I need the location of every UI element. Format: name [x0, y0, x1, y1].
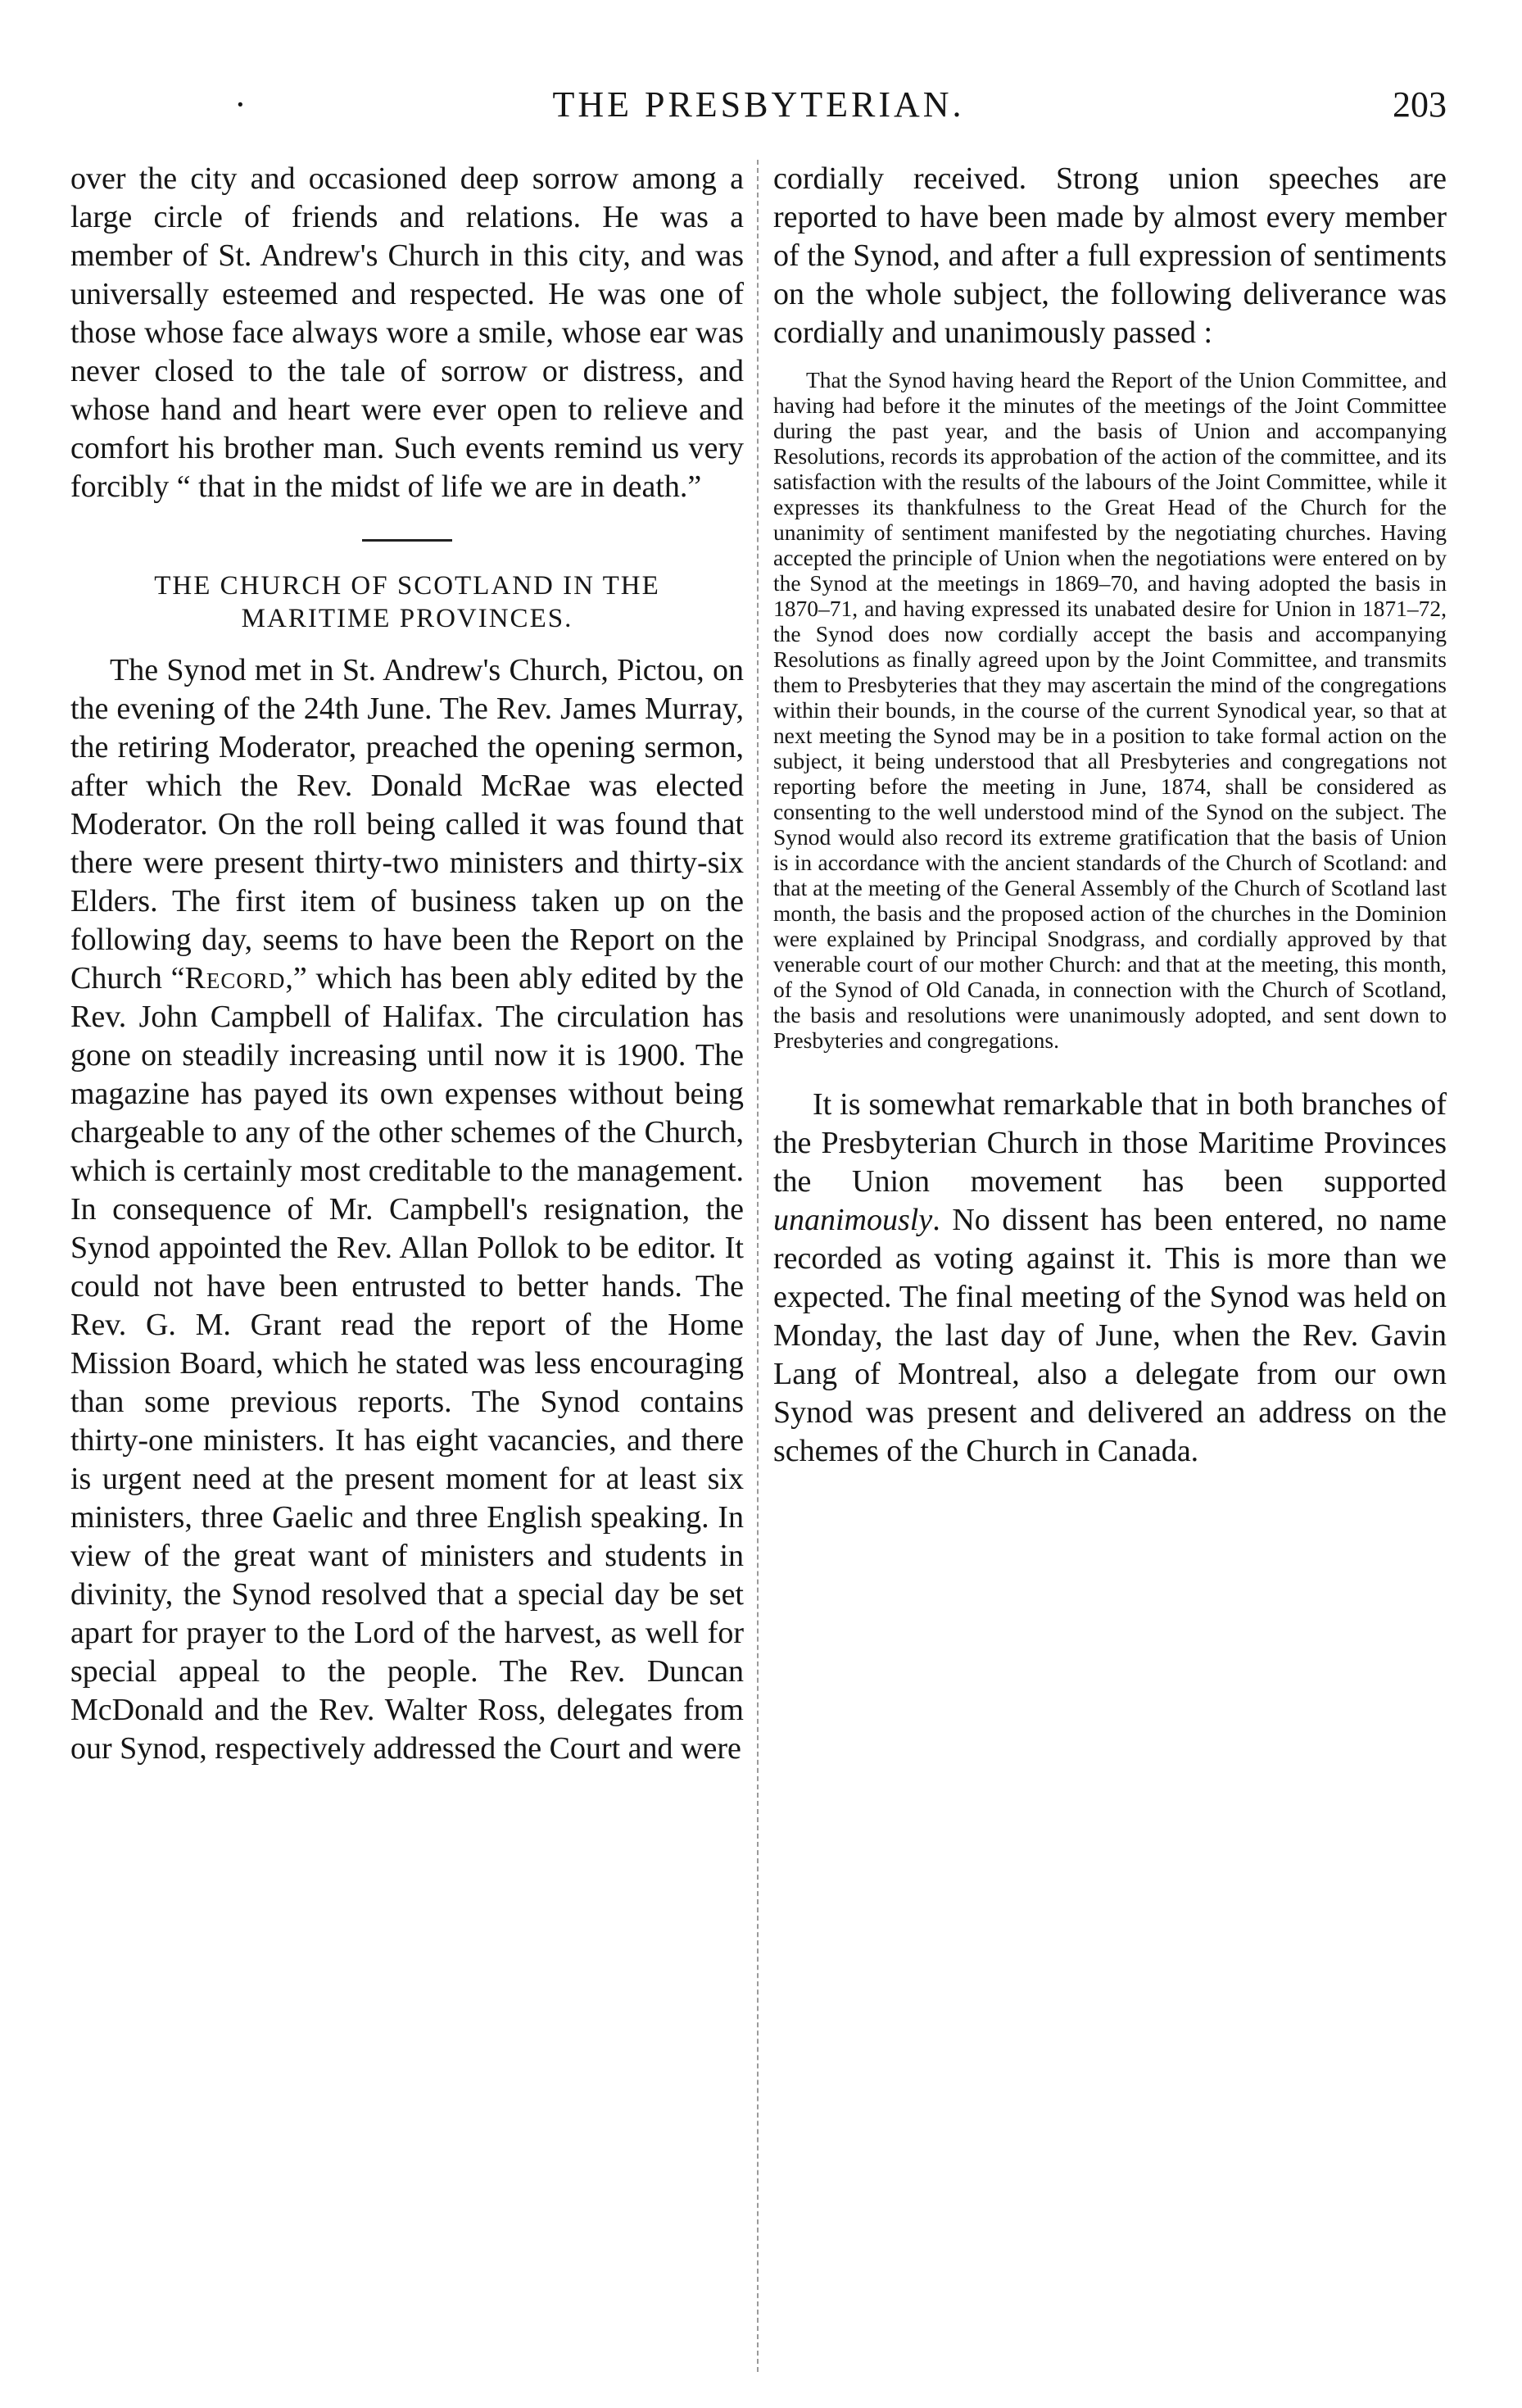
section-heading-line-1: THE CHURCH OF SCOTLAND IN THE	[154, 571, 660, 601]
union-speeches-paragraph: cordially received. Strong union speeches are reported to have been made by almost every member of the Synod, and after a full expression of sentiments on the whole subject, the following deliverance was cordially and unanimously passed :	[773, 161, 1447, 350]
header-dot: ·	[234, 84, 247, 125]
right-column	[773, 160, 1447, 2372]
closing-paragraph	[773, 1086, 1447, 1471]
column-divider	[757, 160, 759, 2372]
magazine-page	[70, 82, 1447, 2384]
section-heading-line-2: MARITIME PROVINCES.	[241, 604, 573, 633]
left-column	[70, 160, 744, 2372]
section-rule	[362, 539, 452, 542]
paragraph-gap	[773, 1053, 1447, 1086]
running-head	[70, 82, 1447, 139]
obituary-continuation: over the city and occasioned deep sorrow among a large circle of friends and relations. He was a member of St. Andrew's Church in this city, and was universally esteemed and respected. He was one of those whose face always wore a smile, whose ear was never closed to the tale of sorrow or distress, and whose hand and heart were ever open to relieve and comfort his brother man. Such events remind us very forcibly “ that in the midst of life we are in death.”	[70, 161, 744, 504]
publication-title: THE PRESBYTERIAN.	[552, 84, 965, 125]
closing-text-2: . No dissent has been entered, no name recorded as voting against it. This is more than we expected. The final meeting of the Synod was held on Monday, the last day of June, when the Rev. Gavin Lang of Montreal, also a delegate from our own Synod was present and delivered an address on the schemes of the Church in Canada.	[773, 1203, 1447, 1468]
synod-report-text-2: ,” which has been ably edited by the Rev. John Campbell of Halifax. The circulation has gone on steadily increasing until now it is 1900. The magazine has payed its own expenses without being chargeable to any of the other schemes of the Church, which is certainly most creditable to the management. In consequence of Mr. Campbell's resignation, the Synod appointed the Rev. Allan Pollok to be editor. It could not have been entrusted to better hands. The Rev. G. M. Grant read the report of the Home Mission Board, which he stated was less encouraging than some previous reports. The Synod contains thirty-one ministers. It has eight vacancies, and there is urgent need at the present moment for at least six ministers, three Gaelic and three English speaking. In view of the great want of ministers and students in divinity, the Synod resolved that a special day be set apart for prayer to the Lord of the harvest, as well for special appeal to the people. The Rev. Duncan McDonald and the Rev. Walter Ross, delegates from our Synod, respectively addressed the Court and were	[70, 961, 744, 1766]
record-title: Record	[184, 961, 286, 995]
page-number: 203	[1393, 84, 1447, 125]
synod-report-text-1: The Synod met in St. Andrew's Church, Pictou, on the evening of the 24th June. The Rev. James Murray, the retiring Moderator, preached the opening sermon, after which the Rev. Donald McRae was elected Moderator. On the roll being called it was found that there were present thirty-two ministers and thirty-six Elders. The first item of business taken up on the following day, seems to have been the Report on the Church “	[70, 653, 744, 995]
unanimously-emphasis: unanimously	[773, 1203, 933, 1237]
synod-report-paragraph	[70, 651, 744, 1768]
synod-deliverance: That the Synod having heard the Report of the Union Committee, and having had before it the minutes of the meetings of the Joint Committee during the past year, and the basis of Union and accompanying Resolutions, records its approbation of the action of the committee, and its satisfaction with the results of the labours of the Joint Committee, while it expresses its thankfulness to the Great Head of the Church for the unanimity of sentiment manifested by the negotiating churches. Having accepted the principle of Union when the negotiations were entered on by the Synod at the meetings in 1869–70, and having adopted the basis in 1870–71, and having expressed its unabated desire for Union in 1871–72, the Synod does now cordially accept the basis and accompanying Resolutions as finally agreed upon by the Joint Committee, and transmits them to Presbyteries that they may ascertain the mind of the congregations within their bounds, in the course of the current Synodical year, so that at next meeting the Synod may be in a position to take formal action on the subject, it being understood that all Presbyteries and congregations not reporting before the meeting in June, 1874, shall be considered as consenting to the well understood mind of the Synod on the subject. The Synod would also record its extreme gratification that the basis of Union is in accordance with the ancient standards of the Church of Scotland: and that at the meeting of the General Assembly of the Church of Scotland last month, the basis and the proposed action of the churches in the Dominion were explained by Principal Snodgrass, and cordially approved by that venerable court of our mother Church: and that at the meeting, this month, of the Synod of Old Canada, in connection with the Church of Scotland, the basis and resolutions were unanimously adopted, and sent down to Presbyteries and congregations.	[773, 367, 1447, 1053]
closing-text-1: It is somewhat remarkable that in both branches of the Presbyterian Church in those Maritime Provinces the Union movement has been supported	[773, 1087, 1447, 1199]
section-heading	[70, 569, 744, 635]
